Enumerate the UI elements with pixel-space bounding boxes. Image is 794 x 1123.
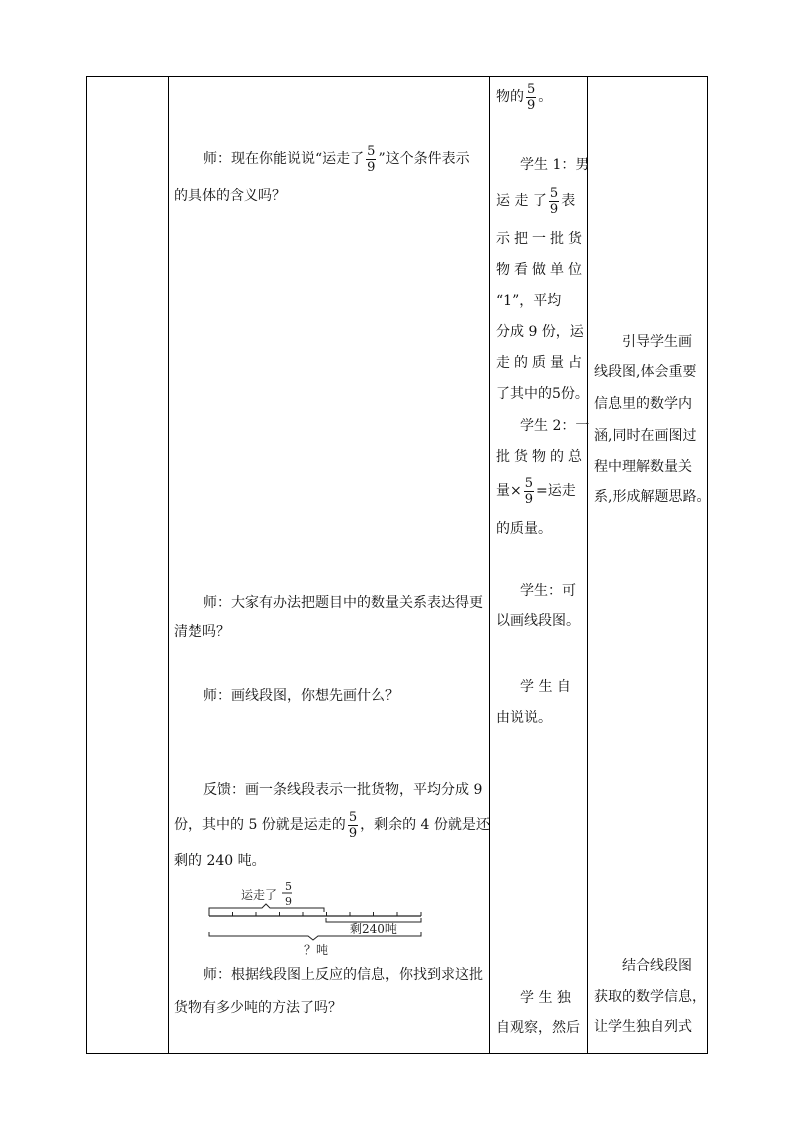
text: 师：现在你能说说“运走了 [203,151,365,167]
teacher-question-3: 师：画线段图，你想先画什么？ [203,688,399,704]
fraction-5-9 [366,145,376,174]
teacher-question-1-cont: 的具体的含义吗？ [174,188,286,204]
text: =运走 [536,483,576,499]
student-3-line-2: 以画线段图。 [496,613,580,629]
diagram-label-moved: 运走了 [241,888,278,902]
diagram-label-remaining: 剩240吨 [350,922,397,936]
numerator: 5 [348,809,358,825]
denominator: 9 [367,159,376,175]
teacher-question-2-cont: 清楚吗？ [174,624,230,640]
student-3-line-1: 学生：可 [520,583,576,599]
intent-1-line-2: 线段图,体会重要 [594,364,697,380]
diagram-fraction-den: 9 [285,895,292,908]
student-2-line-4: 的质量。 [496,521,552,537]
teacher-question-4-cont: 货物有多少吨的方法了吗？ [174,1000,342,1016]
student-2-line-2: 批货物的总 [496,449,582,465]
text: ，剩余的 4 份就是还 [360,817,490,833]
student-1-line-4: 物看做单位 [496,262,582,278]
text: 量× [496,483,522,499]
column-divider [587,77,588,1053]
intent-2-line-3: 让学生独自列式 [594,1019,692,1035]
student-1-line-6: 分成 9 份，运 [496,324,584,340]
text: ”这个条件表示 [378,151,470,167]
brace-moved [209,904,324,912]
intent-1-line-6: 系,形成解题思路。 [594,489,711,505]
student-1-line-5: “1”，平均 [496,293,562,309]
student-5-line-1: 学 生 独 [520,990,571,1006]
text: 。 [538,89,553,105]
feedback-line-3: 剩的 240 吨。 [174,853,266,869]
fraction-5-9 [348,811,358,840]
student-1-line-7: 走的质量占 [496,355,582,371]
numerator: 5 [367,143,376,159]
intent-1-line-4: 涵,同时在画图过 [594,428,697,444]
numerator: 5 [524,475,534,491]
intent-1-line-1: 引导学生画 [622,334,692,350]
fraction-5-9 [549,187,559,216]
teacher-question-2: 师：大家有办法把题目中的数量关系表达得更 [203,595,483,611]
column-divider [168,77,169,1053]
text: 表 [561,193,576,209]
student-2-line-1: 学生 2：一 [520,418,590,434]
teacher-question-4: 师：根据线段图上反应的信息，你找到求这批 [203,967,483,983]
column-divider [489,77,490,1053]
fraction-5-9 [524,477,534,506]
student-4-line-2: 由说说。 [496,710,552,726]
student-1-line-2 [496,186,575,216]
diagram-fraction-num: 5 [285,880,292,893]
student-4-line-1: 学 生 自 [520,679,571,695]
text: 物的 [496,89,524,105]
denominator: 9 [549,201,559,217]
student-line-0 [496,82,552,112]
intent-1-line-3: 信息里的数学内 [594,396,692,412]
denominator: 9 [348,825,358,841]
denominator: 9 [524,491,534,507]
intent-2-line-1: 结合线段图 [622,958,692,974]
numerator: 5 [549,185,559,201]
student-5-line-2: 自观察，然后 [496,1020,580,1036]
text: 份，其中的 5 份就是运走的 [174,817,346,833]
student-1-line-8: 了其中的5份。 [496,386,589,402]
teacher-question-1 [203,144,470,174]
student-1-line-3: 示把一批货 [496,231,582,247]
student-2-line-3 [496,476,576,506]
intent-1-line-5: 程中理解数量关 [594,459,692,475]
intent-2-line-2: 获取的数学信息， [594,989,706,1005]
diagram-label-total: ？吨 [304,943,329,957]
text: 运 走 了 [496,193,547,209]
denominator: 9 [527,97,536,113]
feedback-line-1: 反馈：画一条线段表示一批货物，平均分成 9 [203,782,483,798]
fraction-5-9 [526,83,536,112]
line-segment-diagram [200,878,435,960]
student-1-line-1: 学生 1：男 [520,157,590,173]
feedback-line-2 [174,810,490,840]
numerator: 5 [527,81,536,97]
